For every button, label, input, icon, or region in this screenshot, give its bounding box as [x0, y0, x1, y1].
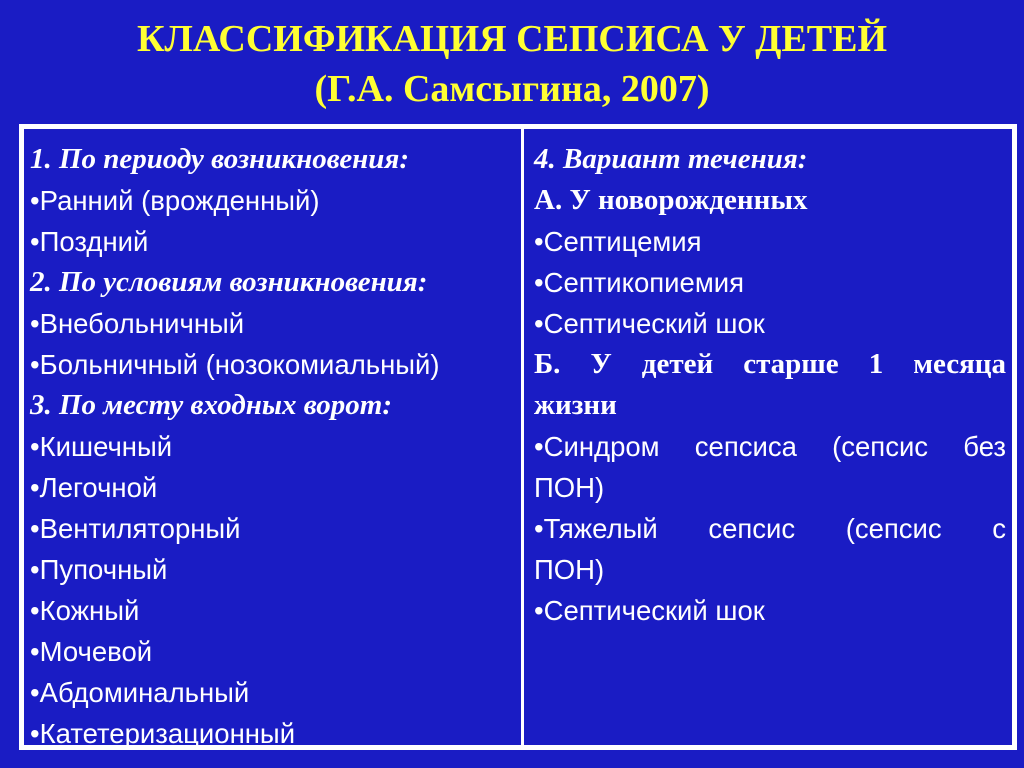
bullet-icon [534, 431, 544, 462]
list-item-text: Мочевой [39, 636, 153, 667]
bullet-icon [534, 513, 544, 544]
bullet-icon [30, 554, 40, 585]
bullet-icon [534, 595, 544, 626]
list-item-text: Ранний (врожденный) [39, 185, 320, 216]
right-column-cell [524, 129, 1012, 745]
bullet-icon [30, 472, 40, 503]
list-item [30, 713, 521, 754]
list-item-text: Катетеризационный [39, 718, 296, 749]
bullet-icon [30, 308, 40, 339]
bullet-icon [30, 636, 40, 667]
list-item-text: Поздний [39, 226, 149, 257]
left-column-cell [24, 129, 521, 749]
list-item [534, 508, 1006, 549]
slide-title [0, 14, 1024, 114]
classification-table [19, 124, 1017, 750]
list-item [534, 590, 1006, 631]
list-item-continuation: ПОН) [534, 554, 605, 585]
list-item-text: Вентиляторный [39, 513, 241, 544]
list-item [30, 672, 521, 713]
list-item-text: Септический шок [543, 595, 765, 626]
list-item [30, 426, 521, 467]
bullet-icon [534, 267, 544, 298]
list-item-text: Септикопиемия [543, 267, 744, 298]
section-heading-period: 1. По периоду возникновения: [30, 143, 410, 175]
bullet-icon [30, 431, 40, 462]
list-item [534, 221, 1006, 262]
list-item [30, 180, 521, 221]
list-item [534, 303, 1006, 344]
bullet-icon [30, 349, 40, 380]
bullet-icon [534, 308, 544, 339]
bullet-icon [30, 185, 40, 216]
title-line-1: КЛАССИФИКАЦИЯ СЕПСИСА У ДЕТЕЙ [136, 18, 888, 60]
section-heading-entry: 3. По месту входных ворот: [30, 389, 392, 421]
title-line-2: (Г.А. Самсыгина, 2007) [314, 68, 710, 110]
subheading-newborns: А. У новорожденных [534, 184, 808, 216]
list-item [30, 590, 521, 631]
list-item-text: Кожный [39, 595, 140, 626]
list-item-text: Абдоминальный [39, 677, 250, 708]
list-item-text: Тяжелый сепсис (сепсис с [543, 513, 1006, 544]
list-item-text: Кишечный [39, 431, 173, 462]
bullet-icon [30, 595, 40, 626]
list-item-text: Синдром сепсиса (сепсис без [543, 431, 1006, 462]
list-item [534, 262, 1006, 303]
bullet-icon [534, 226, 544, 257]
section-heading-course: 4. Вариант течения: [534, 143, 808, 175]
section-heading-conditions: 2. По условиям возникновения: [30, 266, 428, 298]
list-item [30, 221, 521, 262]
list-item [534, 426, 1006, 467]
list-item-text: Больничный (нозокомиальный) [39, 349, 440, 380]
list-item-text: Септический шок [543, 308, 765, 339]
bullet-icon [30, 226, 40, 257]
bullet-icon [30, 513, 40, 544]
list-item [30, 344, 521, 385]
list-item-text: Септицемия [543, 226, 702, 257]
subheading-older-children: Б. У детей старше 1 месяца [534, 348, 1006, 380]
list-item [30, 467, 521, 508]
subheading-older-children-cont: жизни [534, 389, 617, 421]
bullet-icon [30, 718, 40, 749]
list-item [30, 303, 521, 344]
list-item [30, 549, 521, 590]
list-item-continuation: ПОН) [534, 472, 605, 503]
list-item-text: Внебольничный [39, 308, 245, 339]
bullet-icon [30, 677, 40, 708]
list-item [30, 631, 521, 672]
list-item-text: Легочной [39, 472, 158, 503]
list-item-text: Пупочный [39, 554, 168, 585]
list-item [30, 508, 521, 549]
